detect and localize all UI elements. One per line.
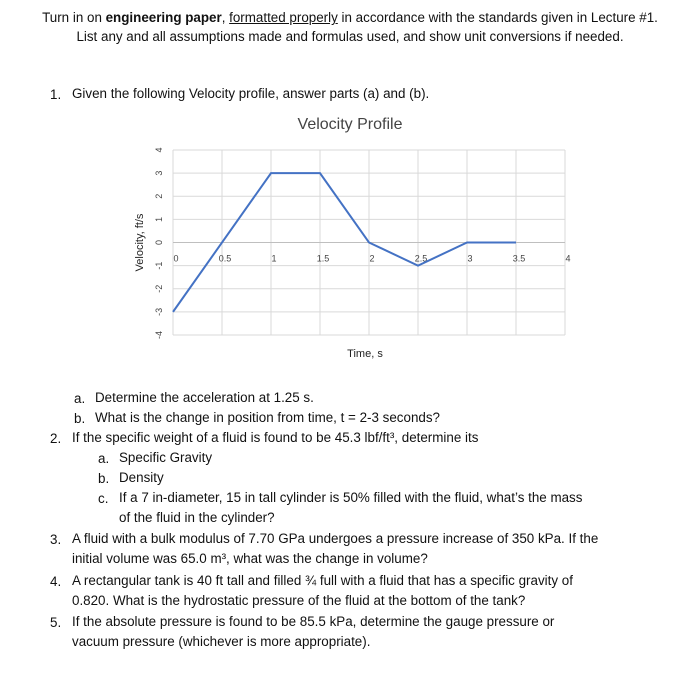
instructions-underlined-text: formatted properly [229, 10, 338, 25]
x-tick-label: 1.5 [316, 253, 330, 264]
velocity-chart [0, 140, 700, 400]
y-tick-label: 3 [154, 170, 164, 176]
q2-part-c-text-cont: of the fluid in the cylinder? [119, 510, 275, 525]
question-3-line-2: initial volume was 65.0 m³, what was the change in volume? [72, 551, 428, 566]
y-tick-label: 2 [154, 193, 164, 199]
question-1-number: 1. [50, 87, 62, 102]
x-tick-label: 0 [173, 253, 179, 264]
x-tick-label: 1 [271, 253, 277, 264]
q1-part-a-label: a. [74, 391, 86, 406]
question-5-line-2: vacuum pressure (whichever is more appropriate). [72, 634, 371, 649]
y-tick-label: 1 [154, 216, 164, 222]
x-tick-label: 0.5 [218, 253, 232, 264]
x-tick-label: 2.5 [414, 253, 428, 264]
q2-part-b-text: Density [119, 470, 164, 485]
instructions-line-1 [0, 10, 700, 25]
instructions-text: , [221, 10, 230, 25]
x-tick-label: 4 [565, 253, 571, 264]
instructions-line-2: List any and all assumptions made and formulas used, and show unit conversions if needed. [76, 29, 624, 44]
question-5-line-1: If the absolute pressure is found to be 85.5 kPa, determine the gauge pressure or [72, 614, 555, 629]
y-axis-label: Velocity, ft/s [134, 213, 146, 272]
q1-part-a-text: Determine the acceleration at 1.25 s. [95, 390, 314, 405]
question-3-number: 3. [50, 532, 62, 547]
instructions-bold-text: engineering paper [105, 10, 222, 25]
x-tick-label: 3.5 [512, 253, 526, 264]
q2-part-b-label: b. [98, 471, 110, 486]
instructions-text: Turn in on [42, 10, 106, 25]
y-tick-label: 0 [154, 239, 164, 246]
x-tick-label: 2 [369, 253, 375, 264]
y-tick-label: -3 [154, 307, 164, 316]
question-4-number: 4. [50, 574, 62, 589]
q2-part-c-text: If a 7 in-diameter, 15 in tall cylinder is 50% filled with the fluid, what’s the mass [119, 490, 583, 505]
q2-part-a-text: Specific Gravity [119, 450, 213, 465]
question-1-text: Given the following Velocity profile, answer parts (a) and (b). [72, 86, 430, 101]
q1-part-b-text: What is the change in position from time, t = 2-3 seconds? [95, 410, 440, 425]
y-tick-label: 4 [154, 147, 164, 153]
q2-part-a-label: a. [98, 451, 110, 466]
q2-part-c-label: c. [98, 491, 109, 506]
y-tick-label: -2 [154, 284, 164, 293]
question-2-number: 2. [50, 431, 62, 446]
question-2-text: If the specific weight of a fluid is found to be 45.3 lbf/ft³, determine its [72, 430, 479, 445]
chart-title: Velocity Profile [297, 116, 403, 133]
y-tick-label: -4 [154, 330, 164, 340]
x-axis-label: Time, s [347, 348, 383, 360]
question-4-line-1: A rectangular tank is 40 ft tall and filled ¾ full with a fluid that has a specific gravity of [72, 573, 573, 588]
question-5-number: 5. [50, 615, 62, 630]
question-4-line-2: 0.820. What is the hydrostatic pressure of the fluid at the bottom of the tank? [72, 593, 526, 608]
y-tick-label: -1 [154, 261, 164, 270]
x-tick-label: 3 [467, 253, 473, 264]
q1-part-b-label: b. [74, 411, 86, 426]
question-3-line-1: A fluid with a bulk modulus of 7.70 GPa undergoes a pressure increase of 350 kPa. If the [72, 531, 599, 546]
instructions-text: in accordance with the standards given in Lecture #1. [337, 10, 658, 25]
